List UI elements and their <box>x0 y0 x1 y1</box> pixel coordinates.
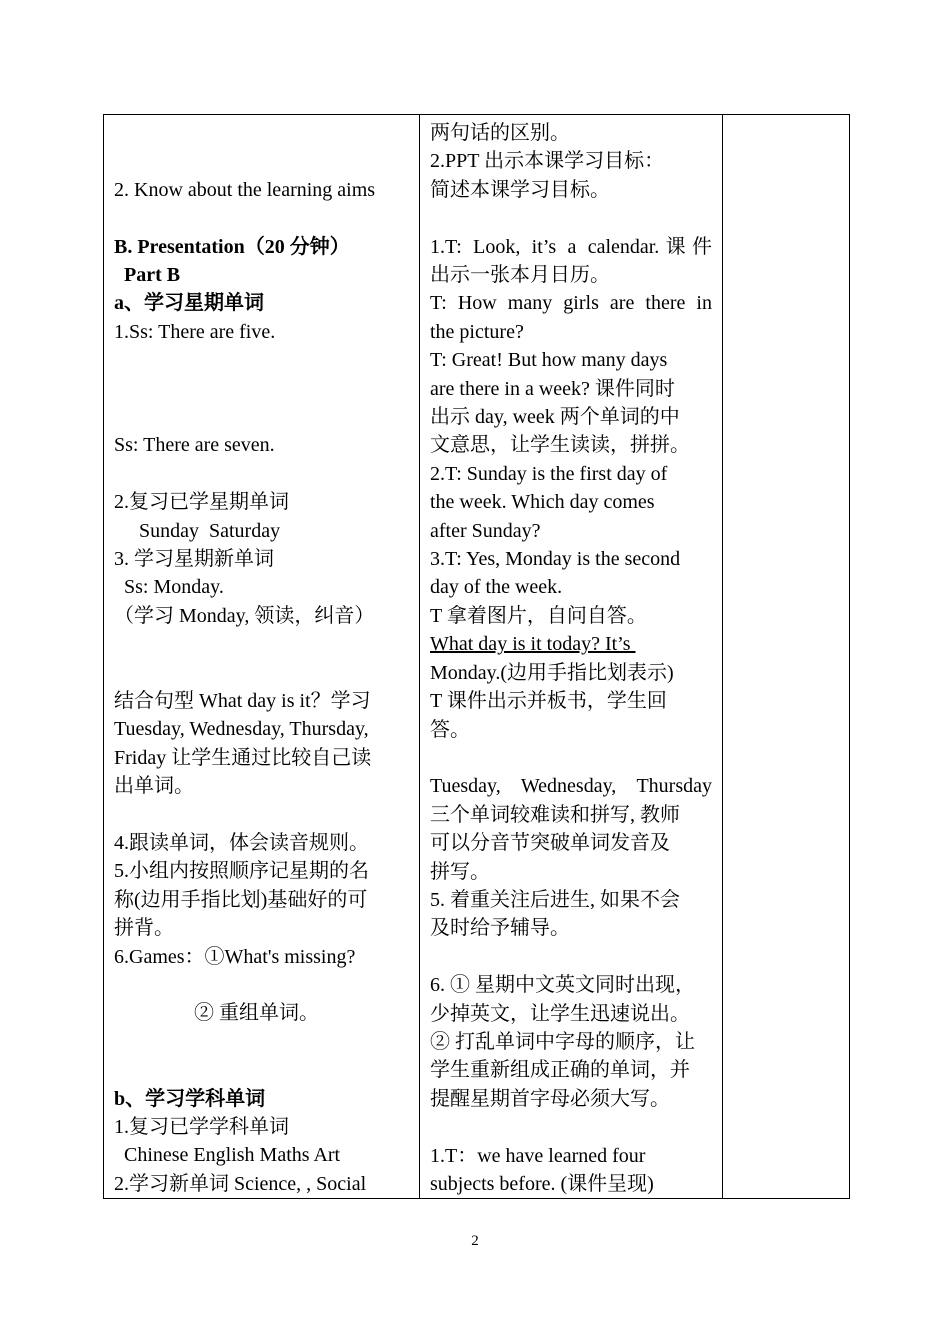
teacher-activity-line: day of the week. <box>430 576 563 599</box>
student-activity-line: （学习 Monday, 领读，纠音） <box>114 604 375 627</box>
student-activity-line: 2.复习已学星期单词 <box>114 491 289 514</box>
teacher-activity-line: 及时给予辅导。 <box>430 917 570 940</box>
teacher-activity-line: 拼写。 <box>430 860 490 883</box>
student-activity-line: 5.小组内按照顺序记星期的名 <box>114 860 369 883</box>
teacher-activity-line: 2.T: Sunday is the first day of <box>430 462 668 485</box>
teacher-activity-line: T: Great! But how many days <box>430 349 668 372</box>
teacher-activity-line: T 课件出示并板书，学生回 <box>430 690 667 713</box>
student-activity-line: 出单词。 <box>114 775 194 798</box>
student-activity-line <box>114 801 409 829</box>
page-number: 2 <box>471 1233 479 1249</box>
student-activity-line: 2. Know about the learning aims <box>114 178 376 201</box>
teacher-activity-line: ② 打乱单词中字母的顺序，让 <box>430 1030 695 1053</box>
teacher-activity-line: Monday.(边用手指比划表示) <box>430 661 674 684</box>
table-row <box>104 115 850 1199</box>
teacher-activity-line: 文意思，让学生读读，拼拼。 <box>430 434 690 457</box>
teacher-activity-line: 两句话的区别。 <box>430 122 570 144</box>
student-activity-line <box>114 204 409 232</box>
student-activity-line: Sunday Saturday <box>114 519 281 542</box>
teacher-activity-line: 5. 着重关注后进生, 如果不会 <box>430 888 680 911</box>
student-activity-line <box>114 403 409 431</box>
teacher-activity-line: 3.T: Yes, Monday is the second <box>430 548 681 571</box>
student-activity-line <box>114 375 409 403</box>
student-activity-line: b、学习学科单词 <box>114 1087 266 1110</box>
teacher-activity-line: 2.PPT 出示本课学习目标： <box>430 150 665 173</box>
teacher-activity-line: 6. ① 星期中文英文同时出现， <box>430 974 695 997</box>
student-activity-line: 拼背。 <box>114 917 174 940</box>
teacher-activity-line: 简述本课学习目标。 <box>430 178 610 201</box>
teacher-activity-line: T 拿着图片，自问自答。 <box>430 604 647 627</box>
student-activity-line: 称(边用手指比划)基础好的可 <box>114 888 368 911</box>
teacher-activity-line: Tuesday, Wednesday, Thursday <box>430 775 712 798</box>
teacher-activity-line: after Sunday? <box>430 519 541 542</box>
teacher-activity-line: 少掉英文，让学生迅速说出。 <box>430 1002 690 1025</box>
student-activity-line: 结合句型 What day is it？学习 <box>114 689 371 712</box>
student-activity-cell <box>104 115 420 1199</box>
student-activity-line <box>114 147 409 175</box>
student-activity-line: Ss: Monday. <box>114 576 224 599</box>
teacher-activity-line <box>430 744 712 772</box>
student-activity-line: 3. 学习星期新单词 <box>114 547 274 570</box>
student-activity-line: ② 重组单词。 <box>114 1002 319 1025</box>
student-activity-line <box>114 659 409 687</box>
lesson-plan-table <box>103 114 850 1199</box>
teacher-activity-line: 学生重新组成正确的单词，并 <box>430 1059 690 1082</box>
teacher-activity-line: What day is it today? It’s <box>430 633 636 656</box>
teacher-activity-line: are there in a week? 课件同时 <box>430 377 675 400</box>
student-activity-line: 4.跟读单词，体会读音规则。 <box>114 832 369 854</box>
student-activity-line <box>114 460 409 488</box>
teacher-activity-line: the picture? <box>430 320 524 343</box>
student-activity-line: 2.学习新单词 Science, , Social <box>114 1172 367 1195</box>
teacher-activity-line: subjects before. (课件呈现) <box>430 1172 654 1195</box>
teacher-activity-line: 出示 day, week 两个单词的中 <box>430 406 680 429</box>
student-activity-line: Friday 让学生通过比较自己读 <box>114 746 372 769</box>
notes-cell <box>723 115 850 1199</box>
student-activity-line <box>114 630 409 658</box>
student-activity-line <box>114 1028 409 1056</box>
teacher-activity-line: 答。 <box>430 718 470 741</box>
teacher-activity-line: 出示一张本月日历。 <box>430 264 610 287</box>
teacher-activity-line <box>430 943 712 971</box>
teacher-activity-line: 可以分音节突破单词发音及 <box>430 832 670 855</box>
student-activity-line: B. Presentation（20 分钟） <box>114 235 350 258</box>
teacher-activity-line: T: How many girls are there in <box>430 292 712 315</box>
teacher-activity-line: 1.T：we have learned four <box>430 1144 646 1167</box>
student-activity-line: 6.Games：①What's missing? <box>114 945 356 968</box>
student-activity-line <box>114 971 409 999</box>
teacher-activity-line: the week. Which day comes <box>430 491 655 514</box>
student-activity-line <box>114 1056 409 1084</box>
student-activity-line: 1.Ss: There are five. <box>114 320 276 343</box>
teacher-activity-line <box>430 1113 712 1141</box>
student-activity-line: Tuesday, Wednesday, Thursday, <box>114 718 369 741</box>
teacher-activity-line: 提醒星期首字母必须大写。 <box>430 1087 670 1110</box>
student-activity-line <box>114 119 409 147</box>
student-activity-line: Part B <box>114 263 181 286</box>
student-activity-line <box>114 346 409 374</box>
teacher-activity-line <box>430 204 712 232</box>
teacher-activity-cell <box>420 115 723 1199</box>
teacher-activity-line: 1.T: Look, it’s a calendar.课件 <box>430 235 712 258</box>
student-activity-line: a、学习星期单词 <box>114 292 264 315</box>
student-activity-line: Ss: There are seven. <box>114 434 275 457</box>
teacher-activity-line: 三个单词较难读和拼写, 教师 <box>430 803 680 826</box>
student-activity-line: Chinese English Maths Art <box>114 1144 341 1167</box>
student-activity-line: 1.复习已学学科单词 <box>114 1116 289 1139</box>
